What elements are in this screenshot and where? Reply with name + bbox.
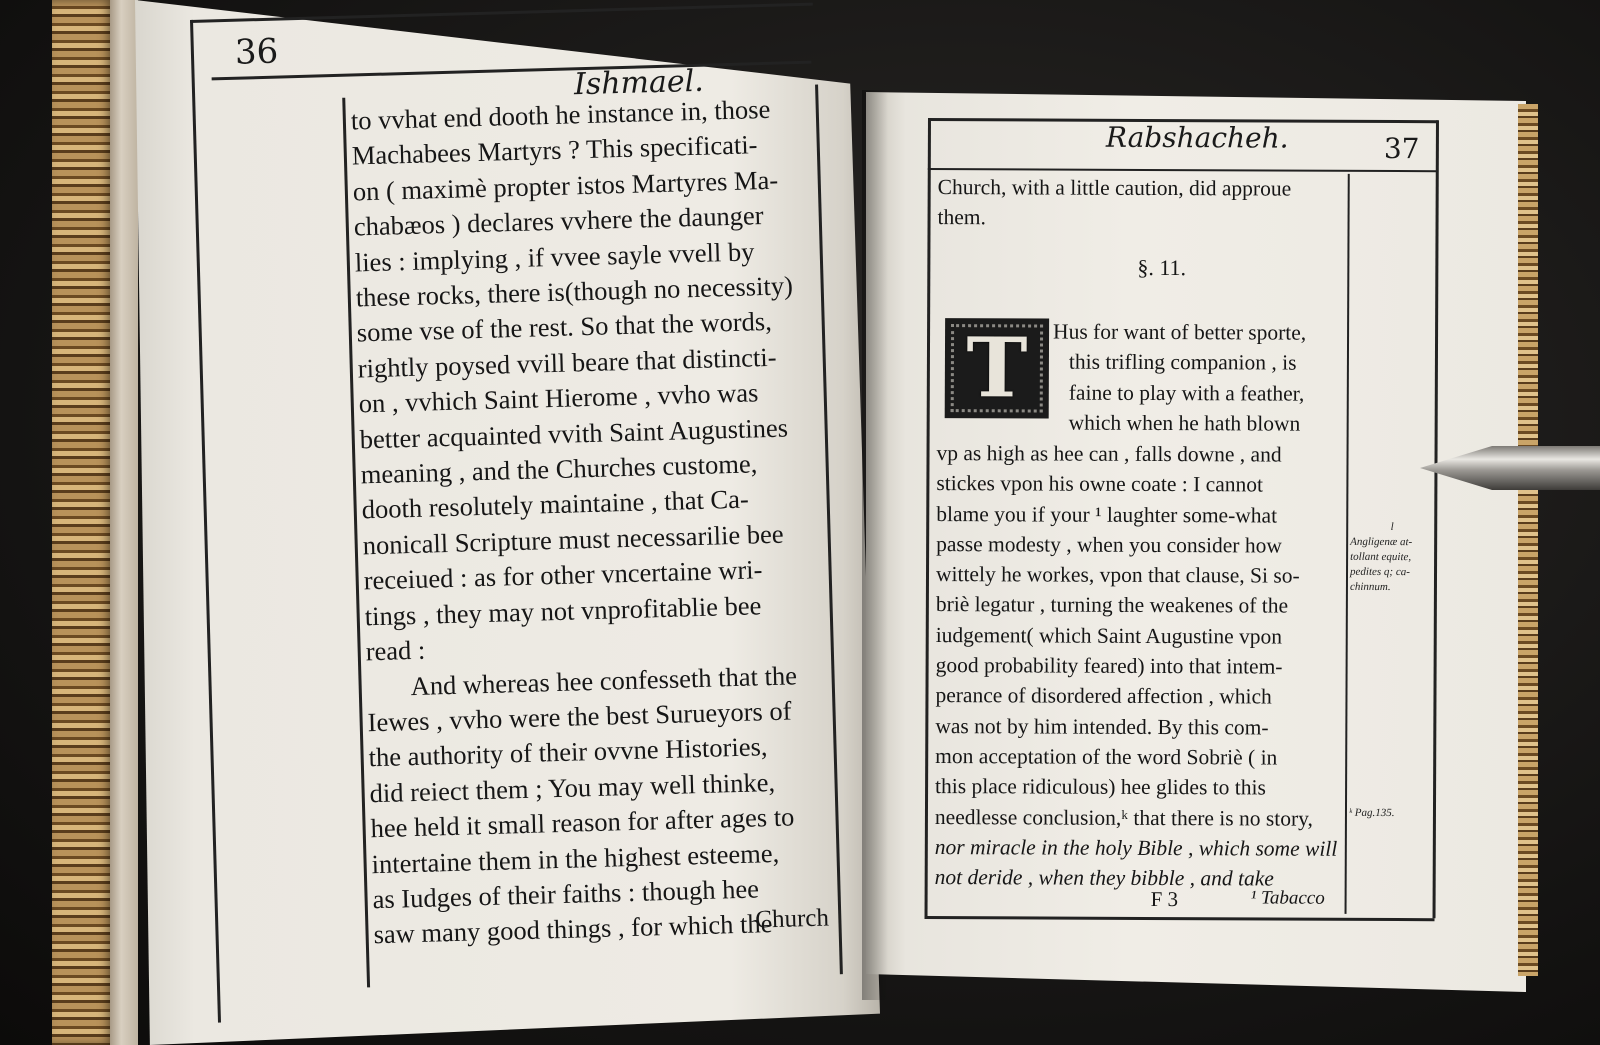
text-line: on , vvhich Saint Hierome , vvho was (358, 377, 759, 419)
page-number-right: 37 (1383, 131, 1420, 166)
page-stack-left (110, 0, 138, 1045)
signature-mark: F 3 (1150, 886, 1179, 912)
running-head-right: Rabshacheh. (1105, 120, 1289, 155)
text-line: some vse of the rest. So that the words, (356, 306, 773, 348)
text-line: mon acceptation of the word Sobriè ( in (935, 744, 1278, 770)
text-line: Machabees Martyrs ? This specificati- (351, 129, 758, 171)
text-line: the authority of their ovvne Histories, (368, 731, 768, 773)
text-line: needlesse conclusion,ᵏ that there is no story, (934, 804, 1313, 831)
text-line: hee held it small reason for after ages to (370, 801, 795, 844)
text-line: dooth resolutely maintaine , that Ca- (361, 484, 750, 525)
text-line: perance of disordered affection , which (935, 683, 1272, 709)
text-line: nonicall Scripture must necessarilie bee (362, 518, 784, 561)
text-line: tings , they may not vnprofitablie bee (364, 589, 762, 632)
text-line: Church, with a little caution, did approue (937, 175, 1292, 201)
page-number-left: 36 (234, 31, 279, 73)
text-line: which when he hath blown (1068, 410, 1301, 436)
text-line: Iewes , vvho were the best Surueyors of (367, 695, 792, 738)
text-line: meaning , and the Churches custome, (360, 448, 758, 490)
text-line: saw many good things , for which the (373, 908, 773, 950)
text-line: nor miracle in the holy Bible , which some will (934, 834, 1338, 861)
running-head-left: Ishmael. (573, 63, 705, 103)
left-page (190, 2, 858, 1029)
catchword-left: Church (754, 904, 830, 934)
text-line: this place ridiculous) hee glides to this (935, 774, 1266, 800)
text-line: receiued : as for other vncertaine wri- (363, 554, 763, 596)
catchword-right: ¹ Tabacco (1250, 887, 1325, 909)
text-line: briè legatur , turning the weakenes of the (935, 592, 1289, 619)
decorated-initial (945, 318, 1049, 418)
text-line: better acquainted vvith Saint Augustines (359, 412, 789, 455)
text-line: passe modesty , when you consider how (936, 531, 1282, 558)
margin-note-line: l (1390, 521, 1394, 534)
text-line: as Iudges of their faiths : though hee (372, 873, 760, 915)
text-line: to vvhat end dooth he instance in, those (350, 93, 771, 136)
text-line: did reiect them ; You may well thinke, (369, 766, 776, 808)
right-page (925, 118, 1448, 920)
text-line: And whereas hee confesseth that the (410, 659, 798, 701)
margin-note-k: ᵏ Pag.135. (1348, 806, 1395, 820)
text-line: wittely he workes, vpon that clause, Si so- (935, 562, 1300, 588)
text-line: blame you if your ¹ laughter some-what (936, 501, 1278, 528)
text-line: them. (937, 205, 986, 230)
gilt-page-edge-right (1518, 104, 1538, 976)
margin-note-line: chinnum. (1349, 580, 1391, 594)
margin-note-l (1350, 520, 1434, 595)
text-line: stickes vpon his owne coate : I cannot (936, 471, 1264, 497)
text-line: was not by him intended. By this com- (935, 713, 1269, 740)
text-line: this trifling companion , is (1068, 349, 1297, 375)
text-line: faine to play with a feather, (1068, 380, 1305, 406)
right-page-body (937, 172, 1347, 234)
text-line: iudgement( which Saint Augustine vpon (935, 622, 1283, 649)
book-gutter-shadow (862, 90, 888, 1000)
right-page-body-main (935, 438, 1347, 894)
text-line: intertaine them in the highest esteeme, (371, 837, 780, 879)
dropcap-wrap-text (1053, 317, 1344, 439)
gilt-page-edge-left (52, 0, 114, 1045)
left-page-body (350, 91, 834, 953)
text-line: not deride , when they bibble , and take (934, 865, 1274, 891)
text-line: vp as high as hee can , falls downe , and (936, 441, 1282, 467)
drop-cap-letter: T (966, 320, 1028, 417)
text-line: read : (365, 634, 426, 667)
margin-note-line: pedites q; ca- (1349, 565, 1410, 579)
text-line: chabæos ) declares vvhere the daunger (353, 200, 764, 242)
text-line: these rocks, there is(though no necessity) (355, 270, 794, 313)
margin-note-line: tollant equite, (1350, 550, 1412, 564)
text-line: Hus for want of better sporte, (1053, 319, 1307, 345)
text-line: on ( maximè propter istos Martyres Ma- (352, 164, 779, 207)
text-line: rightly poysed vvill beare that distincti- (357, 341, 777, 384)
text-line: lies : implying , if vvee sayle vvell by (354, 235, 755, 278)
section-mark: §. 11. (1137, 254, 1187, 281)
margin-note-line: Angligenæ at- (1350, 535, 1413, 549)
text-line: good probability feared) into that intem- (935, 653, 1283, 679)
